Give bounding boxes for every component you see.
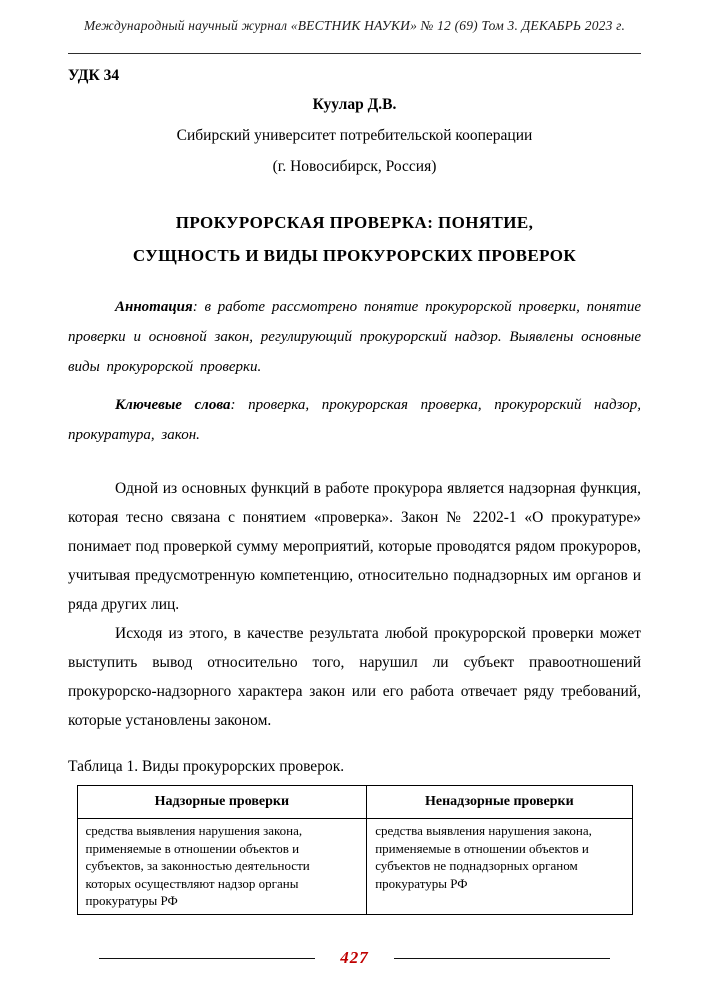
table-body: [77, 819, 632, 915]
table-cell-nadzor: средства выявления нарушения закона, применяемые в отношении объектов и субъектов, за законностью деятельности которых осуществляют надзор органы прокуратуры РФ: [77, 819, 367, 915]
body-paragraph-1: Одной из основных функций в работе прокурора является надзорная функция, которая тесно связана с понятием «проверка». Закон № 2202-1 «О прокуратуре» понимает под проверкой сумму мероприятий, которые проводятся рядом прокуроров, учитывая предусмотренную компетенцию, относительно поднадзорных им органов и ряда других лиц.: [68, 480, 641, 613]
table-header-nenadzor: Ненадзорные проверки: [367, 786, 632, 819]
abstract-text: : в работе рассмотрено понятие прокурорской проверки, понятие проверки и основной закон, регулирующий прокурорский надзор. Выявлены основные виды прокурорской проверки.: [68, 299, 641, 375]
journal-header-line: Международный научный журнал «ВЕСТНИК НАУКИ» № 12 (69) Том 3. ДЕКАБРЬ 2023 г.: [83, 18, 626, 33]
article-title-line2: СУЩНОСТЬ И ВИДЫ ПРОКУРОРСКИХ ПРОВЕРОК: [132, 246, 577, 265]
keywords-label: Ключевые слова: [115, 397, 231, 413]
abstract-paragraph: [68, 292, 641, 382]
page-footer: [0, 948, 709, 968]
footer-rule-right: [394, 958, 610, 959]
table-header-row: [77, 786, 632, 819]
keywords-text: : проверка, прокурорская проверка, прокурорский надзор, прокуратура, закон.: [68, 397, 641, 443]
keywords-paragraph: [68, 390, 641, 450]
table-cell-nenadzor: средства выявления нарушения закона, применяемые в отношении объектов и субъектов не поднадзорных органом прокуратуры РФ: [367, 819, 632, 915]
author-location: (г. Новосибирск, Россия): [272, 158, 437, 175]
table-row: [77, 819, 632, 915]
udc-label: УДК 34: [68, 67, 120, 84]
footer-rule-left: [99, 958, 315, 959]
table-header-nadzor: Надзорные проверки: [77, 786, 367, 819]
author-name: Куулар Д.В.: [312, 96, 397, 113]
article-title: [68, 206, 641, 272]
prosecutor-checks-table: [77, 785, 633, 915]
author-affiliation: Сибирский университет потребительской кооперации: [176, 127, 533, 144]
table-caption: Таблица 1. Виды прокурорских проверок.: [68, 758, 345, 775]
article-body: [68, 474, 641, 735]
abstract-label: Аннотация: [115, 299, 193, 315]
table-head: [77, 786, 632, 819]
header-divider: [68, 53, 641, 54]
body-paragraph-2: Исходя из этого, в качестве результата любой прокурорской проверки может выступить вывод относительно того, нарушил ли субъект правоотношений прокурорско-надзорного характера закон или его работа отвечает ряду требований, которые установлены законом.: [68, 625, 641, 729]
page-number: 427: [340, 948, 369, 967]
article-title-line1: ПРОКУРОРСКАЯ ПРОВЕРКА: ПОНЯТИЕ,: [175, 213, 534, 232]
